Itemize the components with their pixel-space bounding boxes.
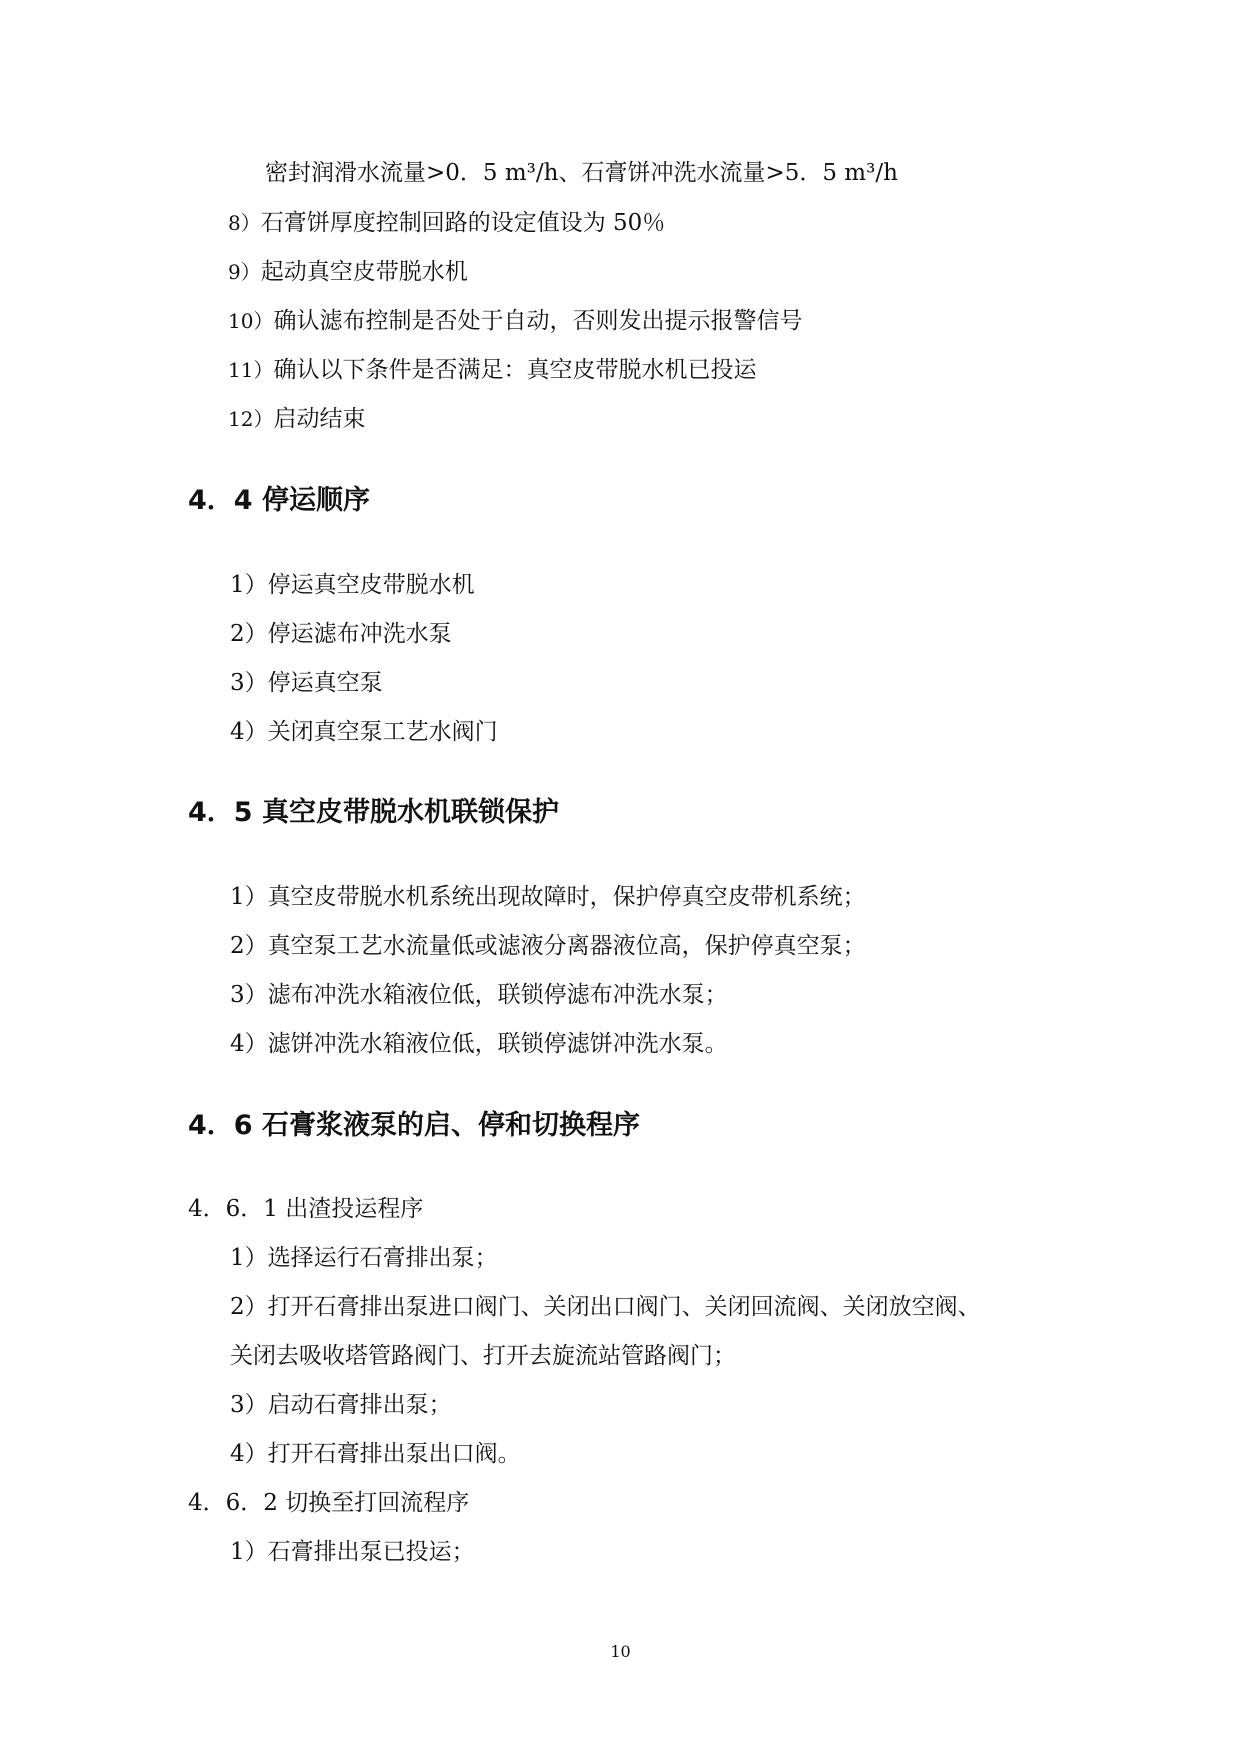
list-item: 2）打开石膏排出泵进口阀门、关闭出口阀门、关闭回流阀、关闭放空阀、 [230, 1294, 981, 1320]
item-number: 8） [228, 211, 261, 235]
list-item-continuation: 关闭去吸收塔管路阀门、打开去旋流站管路阀门； [230, 1343, 736, 1369]
list-item: 4）打开石膏排出泵出口阀。 [230, 1441, 521, 1467]
list-item [228, 355, 756, 385]
list-item [228, 306, 802, 336]
list-item [228, 208, 665, 238]
list-item: 2）停运滤布冲洗水泵 [230, 621, 452, 647]
section-heading-4-4: 4．4 停运顺序 [188, 485, 370, 516]
subsection-title-4-6-2: 4．6．2 切换至打回流程序 [188, 1490, 470, 1516]
list-item: 3）滤布冲洗水箱液位低，联锁停滤布冲洗水泵； [230, 982, 728, 1008]
list-item: 3）启动石膏排出泵； [230, 1392, 452, 1418]
item-number: 9） [228, 260, 261, 284]
list-item: 1）真空皮带脱水机系统出现故障时，保护停真空皮带机系统； [230, 884, 866, 910]
page-number: 10 [610, 1642, 631, 1661]
item-text: 石膏饼厚度控制回路的设定值设为 50％ [260, 210, 666, 236]
item-number: 10） [228, 309, 274, 333]
item-text: 启动结束 [273, 406, 366, 432]
continuation-line: 密封润滑水流量>0．5 m³/h、石膏饼冲洗水流量>5．5 m³/h [265, 160, 898, 186]
list-item [228, 404, 365, 434]
subsection-title-4-6-1: 4．6．1 出渣投运程序 [188, 1196, 424, 1222]
item-number: 11） [228, 358, 274, 382]
item-number: 12） [228, 407, 274, 431]
item-text: 确认以下条件是否满足：真空皮带脱水机已投运 [273, 357, 757, 383]
list-item: 1）石膏排出泵已投运； [230, 1539, 475, 1565]
list-item: 4）滤饼冲洗水箱液位低，联锁停滤饼冲洗水泵。 [230, 1031, 728, 1057]
list-item: 1）停运真空皮带脱水机 [230, 572, 475, 598]
list-item: 3）停运真空泵 [230, 670, 383, 696]
list-item: 1）选择运行石膏排出泵； [230, 1245, 498, 1271]
item-text: 确认滤布控制是否处于自动，否则发出提示报警信号 [273, 308, 803, 334]
section-heading-4-6: 4．6 石膏浆液泵的启、停和切换程序 [188, 1110, 640, 1141]
list-item: 4）关闭真空泵工艺水阀门 [230, 719, 498, 745]
list-item [228, 257, 468, 287]
item-text: 起动真空皮带脱水机 [260, 259, 468, 285]
section-heading-4-5: 4．5 真空皮带脱水机联锁保护 [188, 797, 559, 828]
list-item: 2）真空泵工艺水流量低或滤液分离器液位高，保护停真空泵； [230, 933, 866, 959]
